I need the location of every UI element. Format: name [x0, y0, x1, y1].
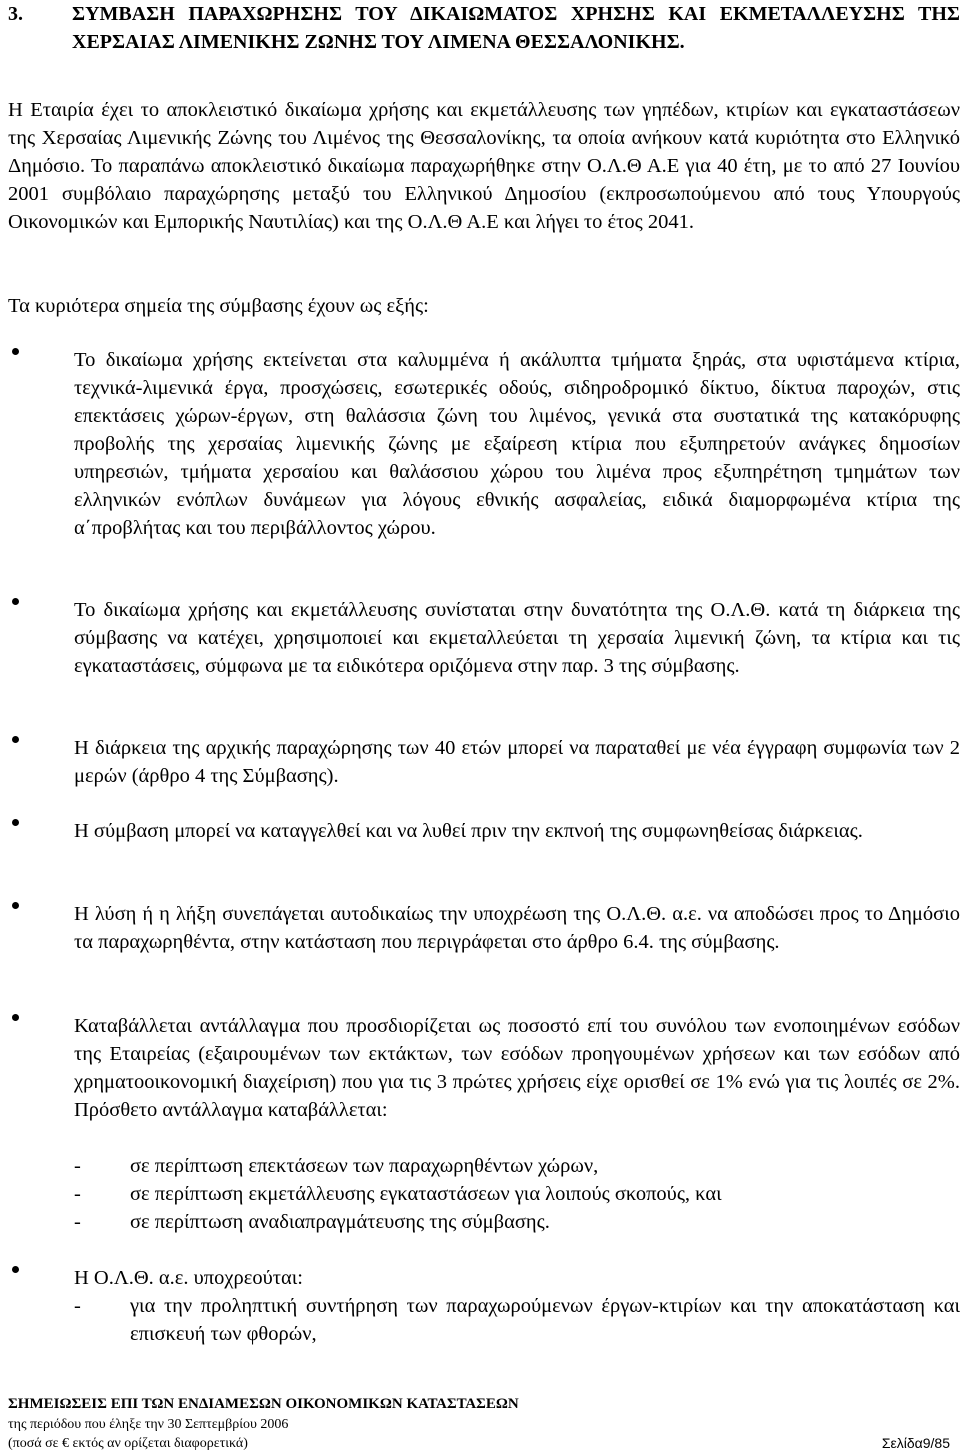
bullet-text: Η λύση ή η λήξη συνεπάγεται αυτοδικαίως την υποχρέωση της Ο.Λ.Θ. α.ε. να αποδώσει προς το Δημόσιο τα παραχωρηθέντα, στην κατάσταση που περιγράφεται στο άρθρο 6.4. της σύμβασης. [74, 903, 960, 953]
consideration-item [74, 1152, 960, 1180]
consideration-text: σε περίπτωση αναδιαπραγμάτευσης της σύμβασης. [130, 1211, 550, 1233]
section-title: ΣΥΜΒΑΣΗ ΠΑΡΑΧΩΡΗΣΗΣ ΤΟΥ ΔΙΚΑΙΩΜΑΤΟΣ ΧΡΗΣΗΣ ΚΑΙ ΕΚΜΕΤΑΛΛΕΥΣΗΣ ΤΗΣ ΧΕΡΣΑΙΑΣ ΛΙΜΕΝΙΚΗΣ ΖΩΝΗΣ ΤΟΥ ΛΙΜΕΝΑ ΘΕΣΣΑΛΟΝΙΚΗΣ. [72, 3, 960, 53]
footer-note: (ποσά σε € εκτός αν ορίζεται διαφορετικά) [8, 1436, 248, 1451]
bullet-icon [12, 819, 19, 826]
consideration-item [74, 1208, 960, 1236]
consideration-text: σε περίπτωση επεκτάσεων των παραχωρηθέντων χώρων, [130, 1155, 599, 1177]
intro-paragraph: Η Εταιρία έχει το αποκλειστικό δικαίωμα χρήσης και εκμετάλλευσης των γηπέδων, κτιρίων και εγκαταστάσεων της Χερσαίας Λιμενικής Ζώνης του Λιμένος της Θεσσαλονίκης, τα οποία ανήκουν κατά κυριότητα στο Ελληνικό Δημόσιο. Το παραπάνω αποκλειστικό δικαίωμα παραχωρήθηκε στην Ο.Λ.Θ Α.Ε για 40 έτη, με το από 27 Ιουνίου 2001 συμβόλαιο παραχώρησης μεταξύ του Ελληνικού Δημοσίου (εκπροσωπούμενου από τους Υπουργούς Οικονομικών και Εμπορικής Ναυτιλίας) και της Ο.Λ.Θ Α.Ε και λήγει το έτος 2041. [8, 99, 960, 233]
dash-marker: - [74, 1211, 81, 1233]
dash-marker: - [74, 1155, 81, 1177]
page-number: Σελίδα9/85 [881, 1435, 950, 1451]
bullet-icon [12, 736, 19, 743]
bullet-text: Το δικαίωμα χρήσης και εκμετάλλευσης συνίσταται στην δυνατότητα της Ο.Λ.Θ. κατά τη διάρκεια της σύμβασης να κατέχει, χρησιμοποιεί και εκμεταλλεύεται τη χερσαία λιμενική ζώνη, τα κτίρια και τις εγκαταστάσεις, σύμφωνα με τα ειδικότερα οριζόμενα στην παρ. 3 της σύμβασης. [74, 599, 960, 677]
bullet-icon [12, 1266, 19, 1273]
obligation-item [74, 1292, 960, 1348]
section-heading [8, 0, 960, 56]
bullet-icon [12, 902, 19, 909]
bullet-icon [12, 598, 19, 605]
bullet-text: Το δικαίωμα χρήσης εκτείνεται στα καλυμμένα ή ακάλυπτα τμήματα ξηράς, στα υφιστάμενα κτίρια, τεχνικά-λιμενικά έργα, προσχώσεις, εσωτερικές οδούς, σιδηροδρομικό δίκτυο, δίκτυα παροχών, στις επεκτάσεις χώρων-έργων, στη θαλάσσια ζώνη του λιμένος, γενικά στα συστατικά της κατακόρυφης προβολής της χερσαίας λιμενικής ζώνης με εξαίρεση κτίρια που εξυπηρετούν ανάγκες δημοσίων υπηρεσιών, τμήματα χερσαίου και θαλάσσιου χώρου του λιμένα προς εξυπηρέτηση τμημάτων των ελληνικών ενόπλων δυνάμεων για λόγους εθνικής ασφαλείας, ειδικά διαμορφωμένα κτίρια της α΄προβλήτας και του περιβάλλοντος χώρου. [74, 349, 960, 539]
footer-title: ΣΗΜΕΙΩΣΕΙΣ ΕΠΙ ΤΩΝ ΕΝΔΙΑΜΕΣΩΝ ΟΙΚΟΝΟΜΙΚΩΝ ΚΑΤΑΣΤΑΣΕΩΝ [8, 1396, 519, 1412]
bullet-icon [12, 1014, 19, 1021]
dash-marker: - [74, 1295, 81, 1317]
points-intro: Τα κυριότερα σημεία της σύμβασης έχουν ως εξής: [8, 295, 429, 317]
bullet-text: Η Ο.Λ.Θ. α.ε. υποχρεούται: [74, 1267, 303, 1289]
footer-period: της περιόδου που έληξε την 30 Σεπτεμβρίου 2006 [8, 1417, 289, 1432]
consideration-item [74, 1180, 960, 1208]
bullet-text: Καταβάλλεται αντάλλαγμα που προσδιορίζεται ως ποσοστό επί του συνόλου των ενοποιημένων εσόδων της Εταιρείας (εξαιρουμένων των εκτάκτων, των εσόδων προηγουμένων χρήσεων και των εσόδων από χρηματοοικονομική διαχείριση) που για τις 3 πρώτες χρήσεις είχε ορισθεί σε 1% ενώ για τις λοιπές σε 2%. Πρόσθετο αντάλλαγμα καταβάλλεται: [74, 1015, 960, 1121]
obligation-text: για την προληπτική συντήρηση των παραχωρούμενων έργων-κτιρίων και την αποκατάσταση και επισκευή των φθορών, [130, 1295, 960, 1345]
consideration-text: σε περίπτωση εκμετάλλευσης εγκαταστάσεων για λοιπούς σκοπούς, και [130, 1183, 722, 1205]
bullet-icon [12, 348, 19, 355]
section-number: 3. [8, 3, 23, 25]
bullet-text: Η διάρκεια της αρχικής παραχώρησης των 40 ετών μπορεί να παραταθεί με νέα έγγραφη συμφωνία των 2 μερών (άρθρο 4 της Σύμβασης). [74, 737, 960, 787]
bullet-text: Η σύμβαση μπορεί να καταγγελθεί και να λυθεί πριν την εκπνοή της συμφωνηθείσας διάρκειας. [74, 820, 863, 842]
dash-marker: - [74, 1183, 81, 1205]
